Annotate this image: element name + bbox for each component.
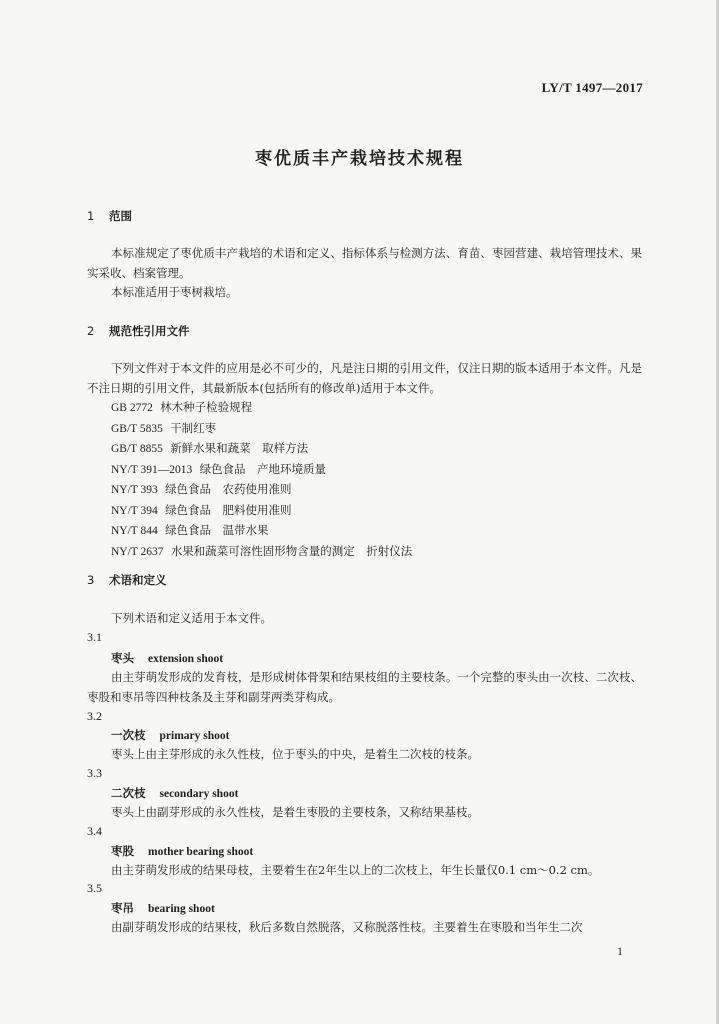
reference-item: NY/T 393 绿色食品 农药使用准则 — [111, 482, 292, 496]
reference-item: GB/T 8855 新鲜水果和蔬菜 取样方法 — [111, 441, 309, 455]
section-3-intro: 下列术语和定义适用于本文件。 — [111, 611, 272, 625]
term-definition: 枣头上由副芽形成的永久性枝，是着生枣股的主要枝条，又称结果基枝。 — [111, 805, 479, 819]
reference-list — [111, 398, 412, 562]
term-number: 3.1 — [87, 630, 102, 644]
section-3-heading — [87, 572, 167, 588]
section-1-paragraph-1: 本标准规定了枣优质丰产栽培的术语和定义、指标体系与检测方法、育苗、枣园营建、栽培管理技术、果实采收、档案管理。 — [87, 246, 642, 280]
term-definition: 枣头上由主芽形成的永久性枝，位于枣头的中央，是着生二次枝的枝条。 — [111, 747, 479, 761]
section-1-heading — [87, 208, 132, 224]
reference-item: GB 2772 林木种子检验规程 — [111, 400, 253, 414]
standard-code: LY/T 1497—2017 — [541, 80, 643, 95]
term-name: 一次枝 primary shoot — [111, 728, 230, 742]
term-name: 枣吊 bearing shoot — [111, 901, 215, 915]
reference-item: NY/T 391—2013 绿色食品 产地环境质量 — [111, 461, 327, 476]
term-definition: 由主芽萌发形成的结果母枝，主要着生在2年生以上的二次枝上，年生长量仅0.1 cm～0.2 cm。 — [111, 863, 600, 877]
section-1-number: 1 — [87, 209, 95, 223]
page-number: 1 — [617, 944, 623, 958]
reference-item: NY/T 844 绿色食品 温带水果 — [111, 523, 269, 537]
document-title: 枣优质丰产栽培技术规程 — [255, 149, 464, 169]
section-2-intro: 下列文件对于本文件的应用是必不可少的，凡是注日期的引用文件，仅注日期的版本适用于本文件。凡是不注日期的引用文件，其最新版本(包括所有的修改单)适用于本文件。 — [87, 361, 642, 395]
term-name: 枣头 extension shoot — [111, 651, 224, 665]
reference-item: GB/T 5835 干制红枣 — [111, 420, 217, 435]
reference-item: NY/T 2637 水果和蔬菜可溶性固形物含量的测定 折射仪法 — [111, 543, 413, 558]
section-3-number: 3 — [87, 573, 95, 587]
term-definition: 由副芽萌发形成的结果枝，秋后多数自然脱落，又称脱落性枝。主要着生在枣股和当年生二次 — [111, 920, 583, 934]
term-number: 3.3 — [87, 766, 102, 780]
section-3-title: 术语和定义 — [109, 573, 167, 587]
section-1-paragraph-2: 本标准适用于枣树栽培。 — [111, 285, 238, 299]
reference-item: NY/T 394 绿色食品 肥料使用准则 — [111, 502, 292, 517]
term-name: 二次枝 secondary shoot — [111, 786, 239, 800]
term-name: 枣股 mother bearing shoot — [111, 844, 254, 858]
term-number: 3.5 — [87, 881, 102, 895]
section-2-title: 规范性引用文件 — [109, 324, 190, 338]
term-number: 3.2 — [87, 709, 102, 723]
section-2-heading — [87, 323, 190, 339]
term-definition: 由主芽萌发形成的发育枝，是形成树体骨架和结果枝组的主要枝条。一个完整的枣头由一次枝、二次枝、枣股和枣吊等四种枝条及主芽和副芽两类芽构成。 — [87, 670, 642, 704]
term-number: 3.4 — [87, 824, 102, 838]
section-1-title: 范围 — [109, 209, 133, 223]
section-2-number: 2 — [87, 324, 95, 338]
